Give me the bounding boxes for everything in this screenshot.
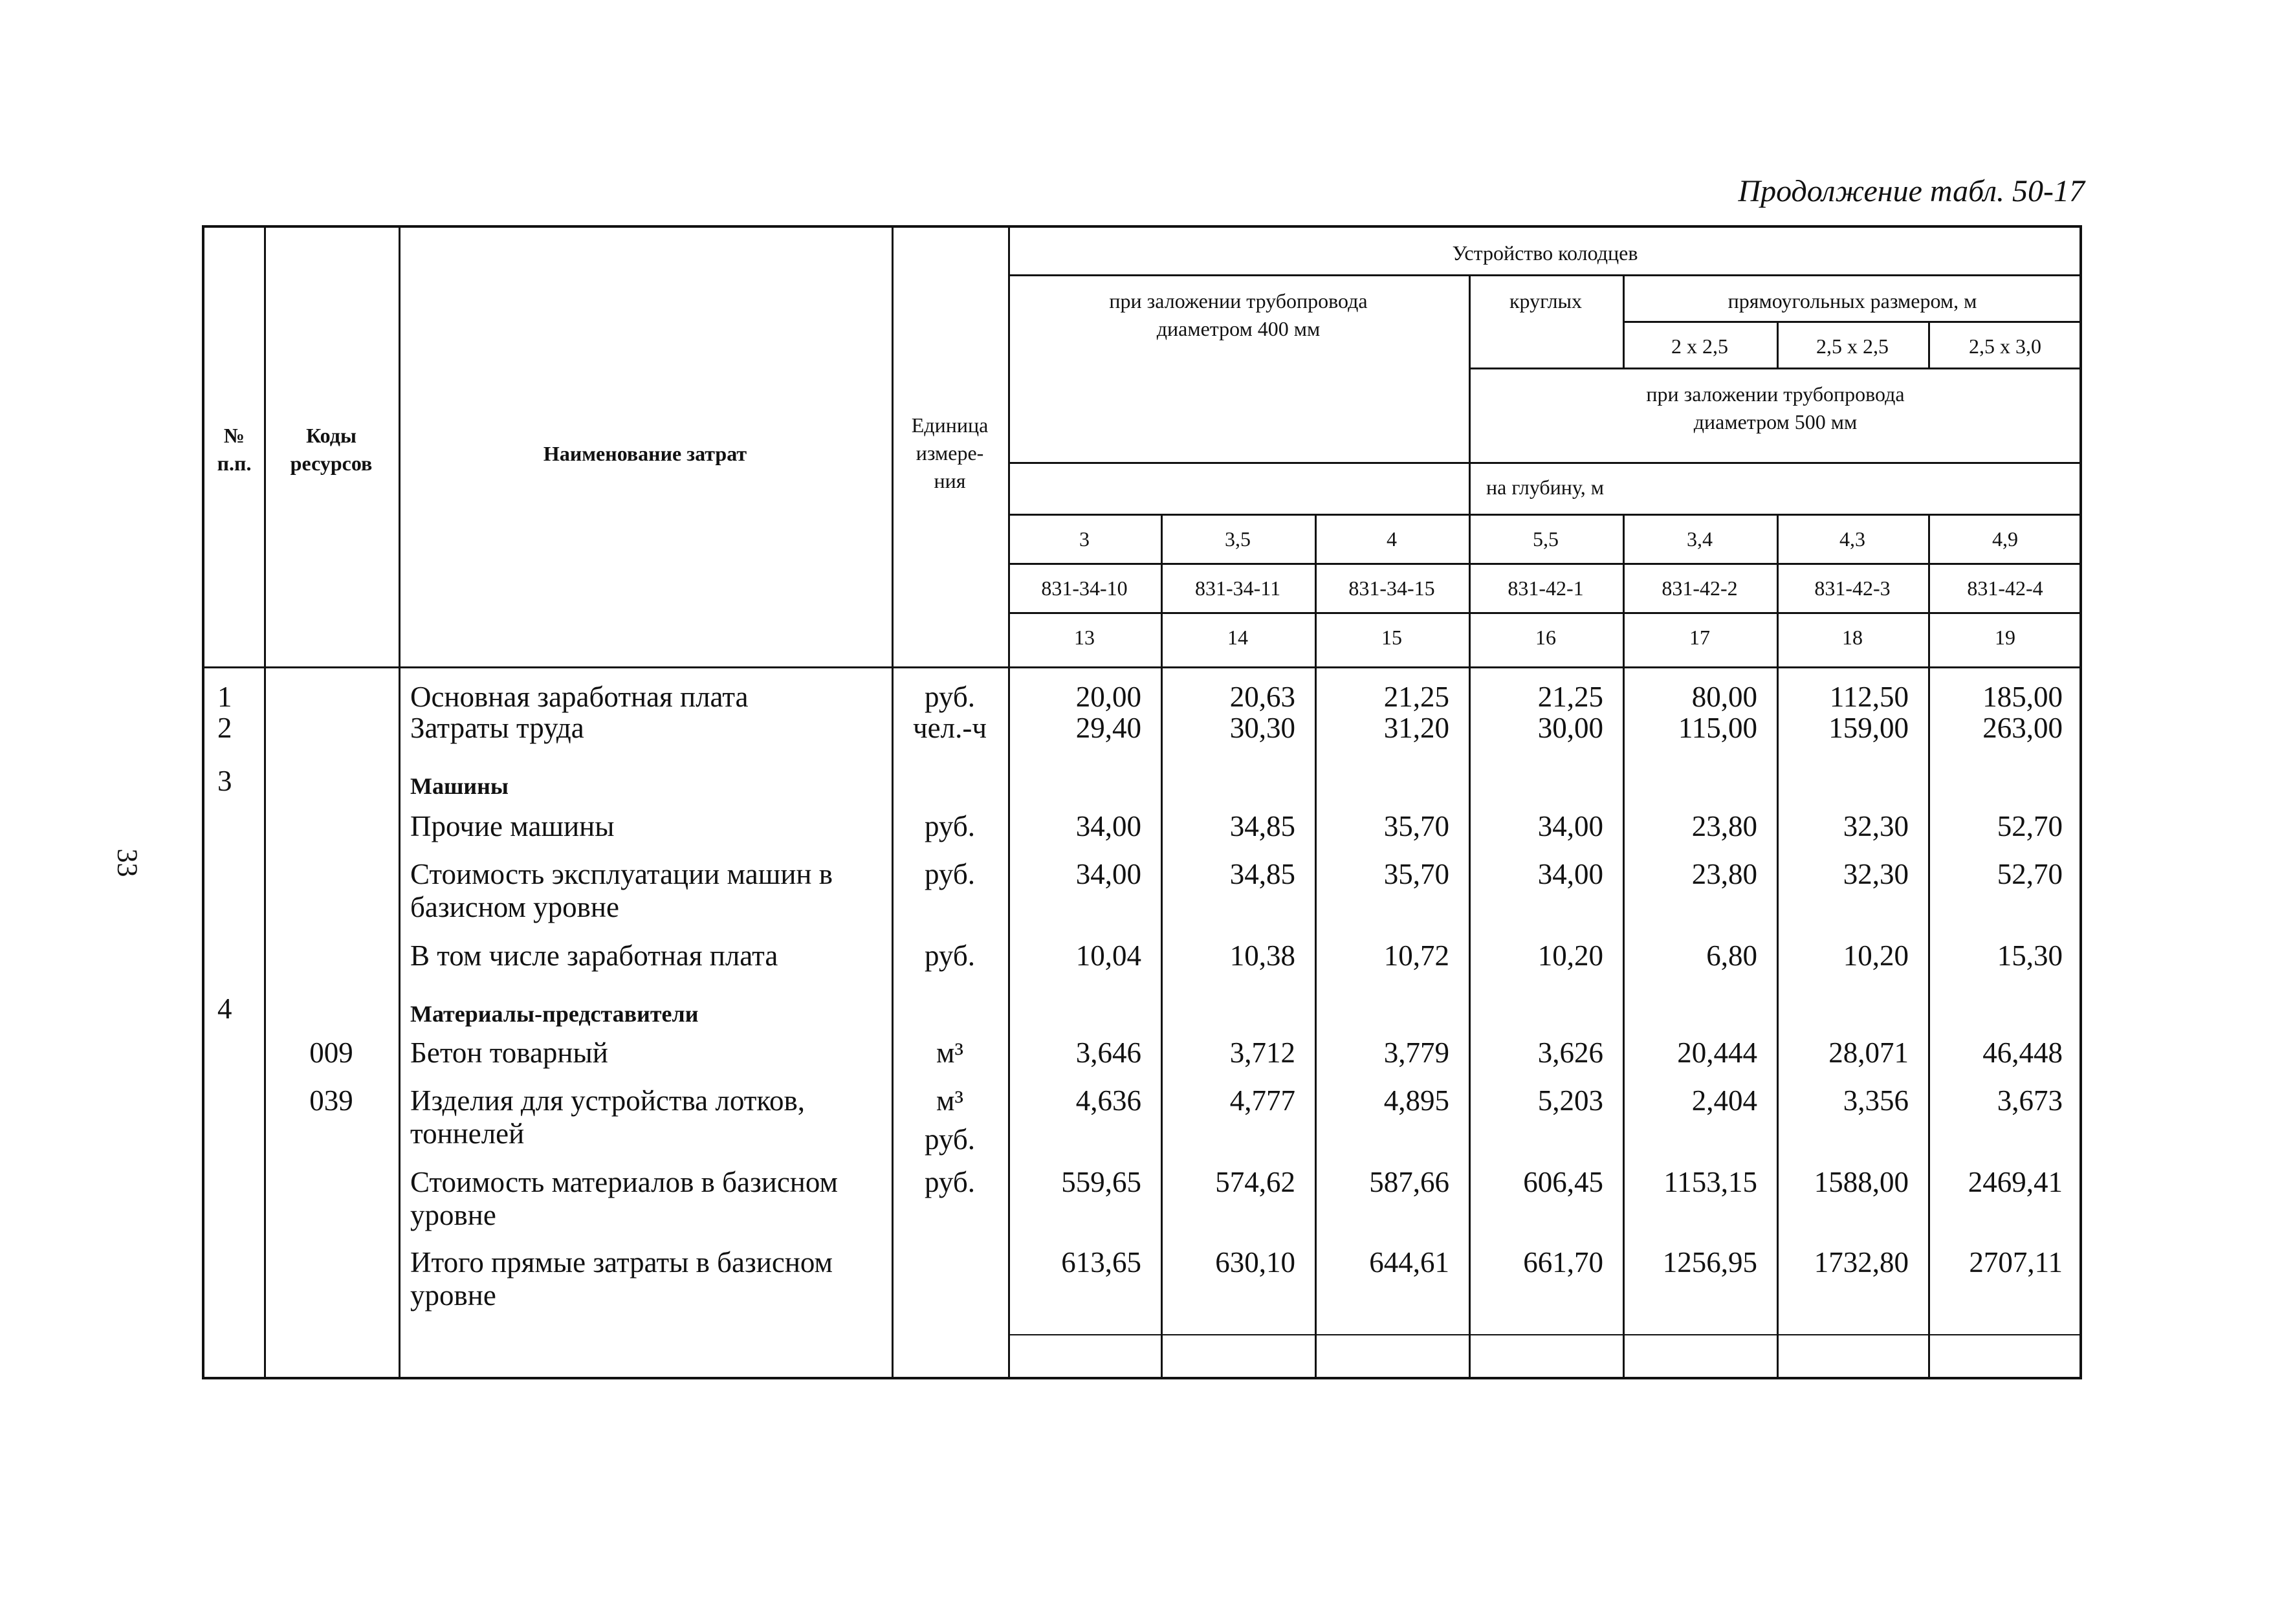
value-cell: 1732,80 [1814,1246,1909,1278]
value-cell: 28,071 [1828,1037,1909,1069]
header-depth: 4 [1387,527,1397,551]
value-cell: 30,30 [1229,712,1295,744]
value-cell: 2707,11 [1969,1246,2063,1278]
row-line [1008,274,2082,276]
value-cell: 112,50 [1829,681,1909,713]
resource-code: 039 [309,1084,353,1117]
header-name: Наименование затрат [543,442,747,465]
value-cell: 10,20 [1537,939,1603,972]
header-col-number: 19 [1995,626,2015,649]
value-cell: 20,63 [1229,681,1295,713]
cost-table [202,225,2082,1379]
value-cell: 21,25 [1383,681,1449,713]
value-cell: 574,62 [1215,1166,1295,1198]
value-cell: 34,00 [1537,858,1603,890]
value-cell: 34,85 [1229,810,1295,842]
value-cell: 35,70 [1383,858,1449,890]
cost-name: Изделия для устройства лотков, тоннелей [410,1084,806,1150]
header-rect-size: 2,5 х 2,5 [1816,335,1889,358]
resource-code: 009 [309,1037,353,1069]
cost-name: Прочие машины [410,810,615,842]
header-col-number: 14 [1227,626,1248,649]
unit: руб. [925,1123,975,1156]
header-group-title: Устройство колодцев [1452,241,1638,265]
value-cell: 32,30 [1843,858,1909,890]
row-line [1008,1334,2082,1335]
unit: м³ [936,1084,963,1117]
value-cell: 35,70 [1383,810,1449,842]
cost-name: Итого прямые затраты в базисном уровне [410,1246,833,1311]
value-cell: 23,80 [1691,858,1757,890]
value-cell: 2469,41 [1968,1166,2063,1198]
header-col-number: 16 [1535,626,1556,649]
header-code: 831-34-11 [1194,576,1281,600]
cost-name: Стоимость эксплуатации машин в базисном уровне [410,858,833,923]
value-cell: 630,10 [1215,1246,1295,1278]
value-cell: 6,80 [1706,939,1757,972]
value-cell: 3,712 [1229,1037,1295,1069]
header-rect-size: 2 х 2,5 [1671,335,1728,358]
value-cell: 34,00 [1075,858,1141,890]
value-cell: 3,779 [1383,1037,1449,1069]
value-cell: 34,00 [1075,810,1141,842]
page-number: 33 [111,848,144,877]
value-cell: 10,38 [1229,939,1295,972]
value-cell: 30,00 [1537,712,1603,744]
value-cell: 3,673 [1997,1084,2063,1117]
row-line [1008,563,2082,565]
value-cell: 15,30 [1997,939,2063,972]
value-cell: 2,404 [1691,1084,1757,1117]
row-number: 3 [217,765,232,797]
header-col-number: 15 [1381,626,1402,649]
value-cell: 52,70 [1997,858,2063,890]
value-cell: 10,20 [1843,939,1909,972]
header-rect-size: 2,5 х 3,0 [1969,335,2041,358]
value-cell: 52,70 [1997,810,2063,842]
header-sub-round: круглых [1509,289,1583,313]
value-cell: 606,45 [1523,1166,1603,1198]
value-cell: 4,777 [1229,1084,1295,1117]
value-cell: 46,448 [1982,1037,2063,1069]
row-line [1008,612,2082,614]
value-cell: 587,66 [1369,1166,1449,1198]
row-line [1469,368,2082,369]
row-line [204,666,2082,668]
value-cell: 1588,00 [1814,1166,1909,1198]
header-col-number: 18 [1842,626,1863,649]
header-no: № п.п. [217,424,252,476]
header-codes: Коды ресурсов [290,424,373,476]
value-cell: 115,00 [1678,712,1757,744]
table-caption: Продолжение табл. 50-17 [1738,174,2085,208]
value-cell: 661,70 [1523,1246,1603,1278]
value-cell: 3,646 [1075,1037,1141,1069]
row-number: 2 [217,712,232,744]
header-depth: 3,5 [1225,527,1251,551]
cost-name: Основная заработная плата [410,681,749,713]
value-cell: 159,00 [1828,712,1909,744]
col-line [1008,228,1010,1379]
cost-name: Материалы-представители [410,1001,699,1027]
value-cell: 10,04 [1075,939,1141,972]
header-col-number: 13 [1074,626,1095,649]
unit: руб. [925,939,975,972]
cost-name: Стоимость материалов в базисном уровне [410,1166,839,1231]
value-cell: 29,40 [1075,712,1141,744]
value-cell: 1153,15 [1663,1166,1757,1198]
value-cell: 31,20 [1383,712,1449,744]
value-cell: 80,00 [1691,681,1757,713]
header-code: 831-42-4 [1967,576,2043,600]
value-cell: 263,00 [1982,712,2063,744]
cost-name: Бетон товарный [410,1037,608,1069]
unit: чел.-ч [913,712,987,744]
value-cell: 3,626 [1537,1037,1603,1069]
header-depth: 4,9 [1992,527,2018,551]
value-cell: 559,65 [1061,1166,1141,1198]
value-cell: 23,80 [1691,810,1757,842]
value-cell: 20,00 [1075,681,1141,713]
unit: руб. [925,1166,975,1198]
header-code: 831-42-2 [1662,576,1738,600]
header-depth: 3,4 [1687,527,1713,551]
cost-name: Затраты труда [410,712,584,744]
header-depth: 5,5 [1533,527,1559,551]
cost-name: Машины [410,773,509,799]
value-cell: 10,72 [1383,939,1449,972]
value-cell: 185,00 [1982,681,2063,713]
row-line [1623,321,2082,323]
header-code: 831-42-3 [1814,576,1891,600]
value-cell: 3,356 [1843,1084,1909,1117]
row-line [1008,462,2082,464]
header-code: 831-42-1 [1508,576,1584,600]
unit: руб. [925,858,975,890]
unit: руб. [925,810,975,842]
header-unit: Единица измере- ния [911,413,989,493]
col-line [264,228,266,1379]
header-sub-500: при заложении трубопровода диаметром 500 мм [1646,382,1905,434]
header-depth: 4,3 [1839,527,1865,551]
col-line [892,228,894,1379]
value-cell: 34,85 [1229,858,1295,890]
header-sub-rect: прямоугольных размером, м [1728,289,1977,313]
value-cell: 21,25 [1537,681,1603,713]
unit: м³ [936,1037,963,1069]
cost-name: В том числе заработная плата [410,939,778,972]
header-depth-label: на глубину, м [1486,476,1604,499]
header-code: 831-34-10 [1041,576,1128,600]
value-cell: 1256,95 [1662,1246,1757,1278]
value-cell: 4,636 [1075,1084,1141,1117]
col-line [399,228,400,1379]
header-code: 831-34-15 [1348,576,1435,600]
header-col-number: 17 [1689,626,1710,649]
value-cell: 644,61 [1369,1246,1449,1278]
row-number: 1 [217,681,232,713]
header-sub-400: при заложении трубопровода диаметром 400 мм [1109,289,1368,341]
value-cell: 34,00 [1537,810,1603,842]
value-cell: 613,65 [1061,1246,1141,1278]
row-line [1008,514,2082,516]
value-cell: 4,895 [1383,1084,1449,1117]
row-number: 4 [217,993,232,1025]
unit: руб. [925,681,975,713]
value-cell: 32,30 [1843,810,1909,842]
value-cell: 5,203 [1537,1084,1603,1117]
header-depth: 3 [1079,527,1090,551]
value-cell: 20,444 [1677,1037,1757,1069]
